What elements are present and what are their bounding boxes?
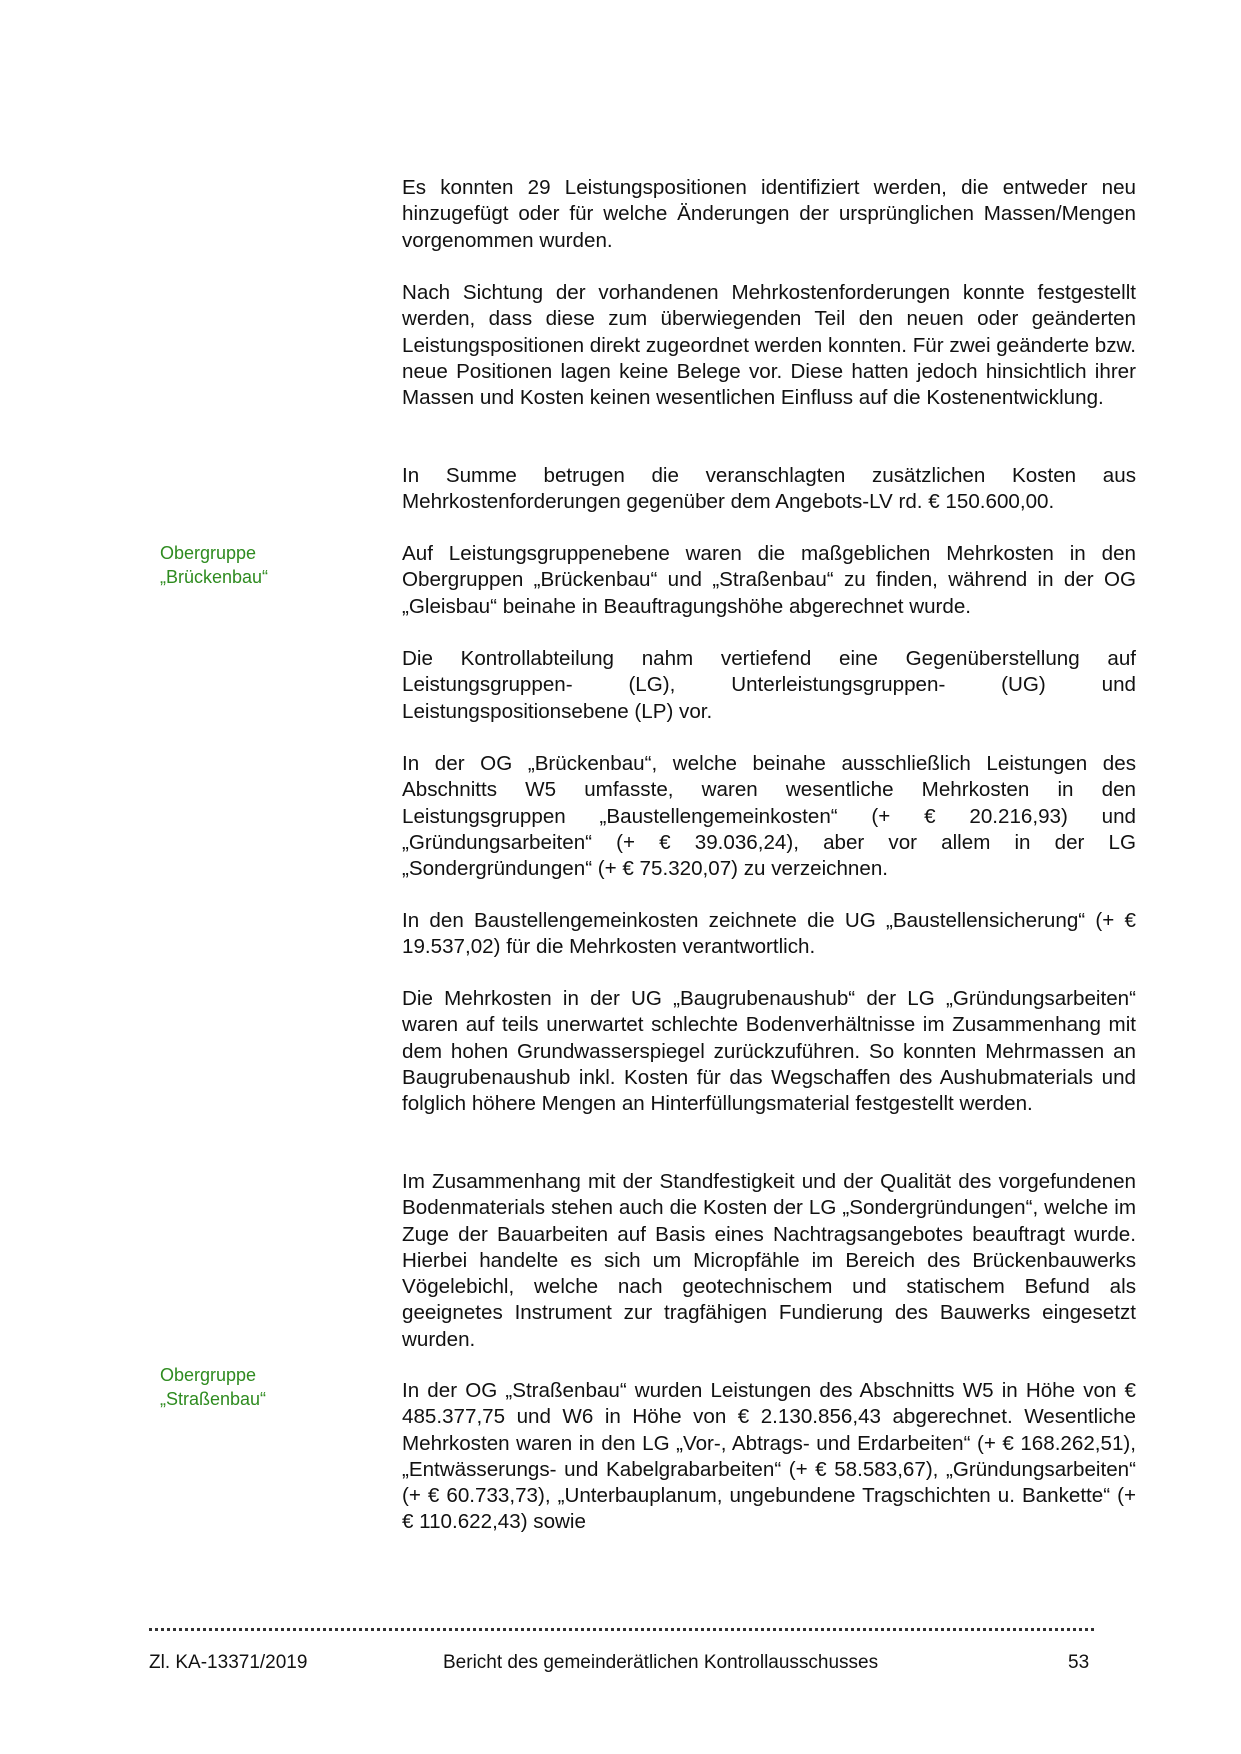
- paragraph-leistungspositionen: Es konnten 29 Leistungspositionen identifiziert werden, die entweder neu hinzugefügt oder für welche Änderungen der ursprünglichen Massen/Mengen vorgenommen wurden.: [402, 176, 1136, 252]
- paragraph-og-strassenbau: In der OG „Straßenbau“ wurden Leistungen des Abschnitts W5 in Höhe von € 485.377,75 und W6 in Höhe von € 2.130.856,43 abgerechnet. Wesentliche Mehrkosten waren in den LG „Vor-, Abtrags- und Erdarbeiten“ (+ € 168.262,51), „Entwässerungs- und Kabelgrabarbeiten“ (+ € 58.583,67), „Gründungsarbeiten“ (+ € 60.733,73), „Unterbauplanum, ungebundene Tragschichten u. Bankette“ (+ € 110.622,43) sowie: [402, 1379, 1136, 1534]
- footer-divider: [149, 1628, 1094, 1631]
- paragraph-sondergruendungen: Im Zusammenhang mit der Standfestigkeit und der Qualität des vorgefundenen Bodenmaterials stehen auch die Kosten der LG „Sondergründungen“, welche im Zuge der Bauarbeiten auf Basis eines Nachtragsangebotes beauftragt wurde. Hierbei handelte es sich um Micropfähle im Bereich des Brückenbauwerks Vögelebichl, welche nach geotechnischem und statischem Befund als geeignetes Instrument zur tragfähigen Fundierung des Bauwerks eingesetzt wurden.: [402, 1170, 1136, 1351]
- paragraph-baugrubenaushub: Die Mehrkosten in der UG „Baugrubenaushub“ der LG „Gründungsarbeiten“ waren auf teils unerwartet schlechte Bodenverhältnisse im Zusammenhang mit dem hohen Grundwasserspiegel zurückzuführen. So konnten Mehrmassen an Baugrubenaushub inkl. Kosten für das Wegschaffen des Aushubmaterials und folglich höhere Mengen an Hinterfüllungsmaterial festgestellt werden.: [402, 987, 1136, 1116]
- paragraph-og-brueckenbau: In der OG „Brückenbau“, welche beinahe ausschließlich Leistungen des Abschnitts W5 umfasste, waren wesentliche Mehrkosten in den Leistungsgruppen „Baustellengemeinkosten“ (+ € 20.216,93) und „Gründungsarbeiten“ (+ € 39.036,24), aber vor allem in der LG „Sondergründungen“ (+ € 75.320,07) zu verzeichnen.: [402, 752, 1136, 881]
- margin-note-brueckenbau: Obergruppe „Brückenbau“: [160, 543, 269, 587]
- paragraph-summe: In Summe betrugen die veranschlagten zusätzlichen Kosten aus Mehrkostenforderungen gegenüber dem Angebots-LV rd. € 150.600,00.: [402, 464, 1136, 514]
- paragraph-baustellengemeinkosten: In den Baustellengemeinkosten zeichnete die UG „Baustellensicherung“ (+ € 19.537,02) für die Mehrkosten verantwortlich.: [402, 909, 1136, 959]
- footer-reference: Zl. KA-13371/2019: [149, 1652, 308, 1673]
- footer-title: Bericht des gemeinderätlichen Kontrollausschusses: [443, 1652, 879, 1673]
- paragraph-mehrkostenforderungen: Nach Sichtung der vorhandenen Mehrkostenforderungen konnte festgestellt werden, dass diese zum überwiegenden Teil den neuen oder geänderten Leistungspositionen direkt zugeordnet werden konnten. Für zwei geänderte bzw. neue Positionen lagen keine Belege vor. Diese hatten jedoch hinsichtlich ihrer Massen und Kosten keinen wesentlichen Einfluss auf die Kostenentwicklung.: [402, 281, 1136, 410]
- page-number: 53: [1068, 1652, 1090, 1673]
- margin-note-strassenbau: Obergruppe „Straßenbau“: [160, 1365, 267, 1409]
- paragraph-gegenueberstellung: Die Kontrollabteilung nahm vertiefend eine Gegenüberstellung auf Leistungsgruppen- (LG), Unterleistungsgruppen- (UG) und Leistungspositionsebene (LP) vor.: [402, 647, 1136, 723]
- paragraph-leistungsgruppenebene: Auf Leistungsgruppenebene waren die maßgeblichen Mehrkosten in den Obergruppen „Brückenbau“ und „Straßenbau“ zu finden, während in der OG „Gleisbau“ beinahe in Beauftragungshöhe abgerechnet wurde.: [402, 542, 1136, 618]
